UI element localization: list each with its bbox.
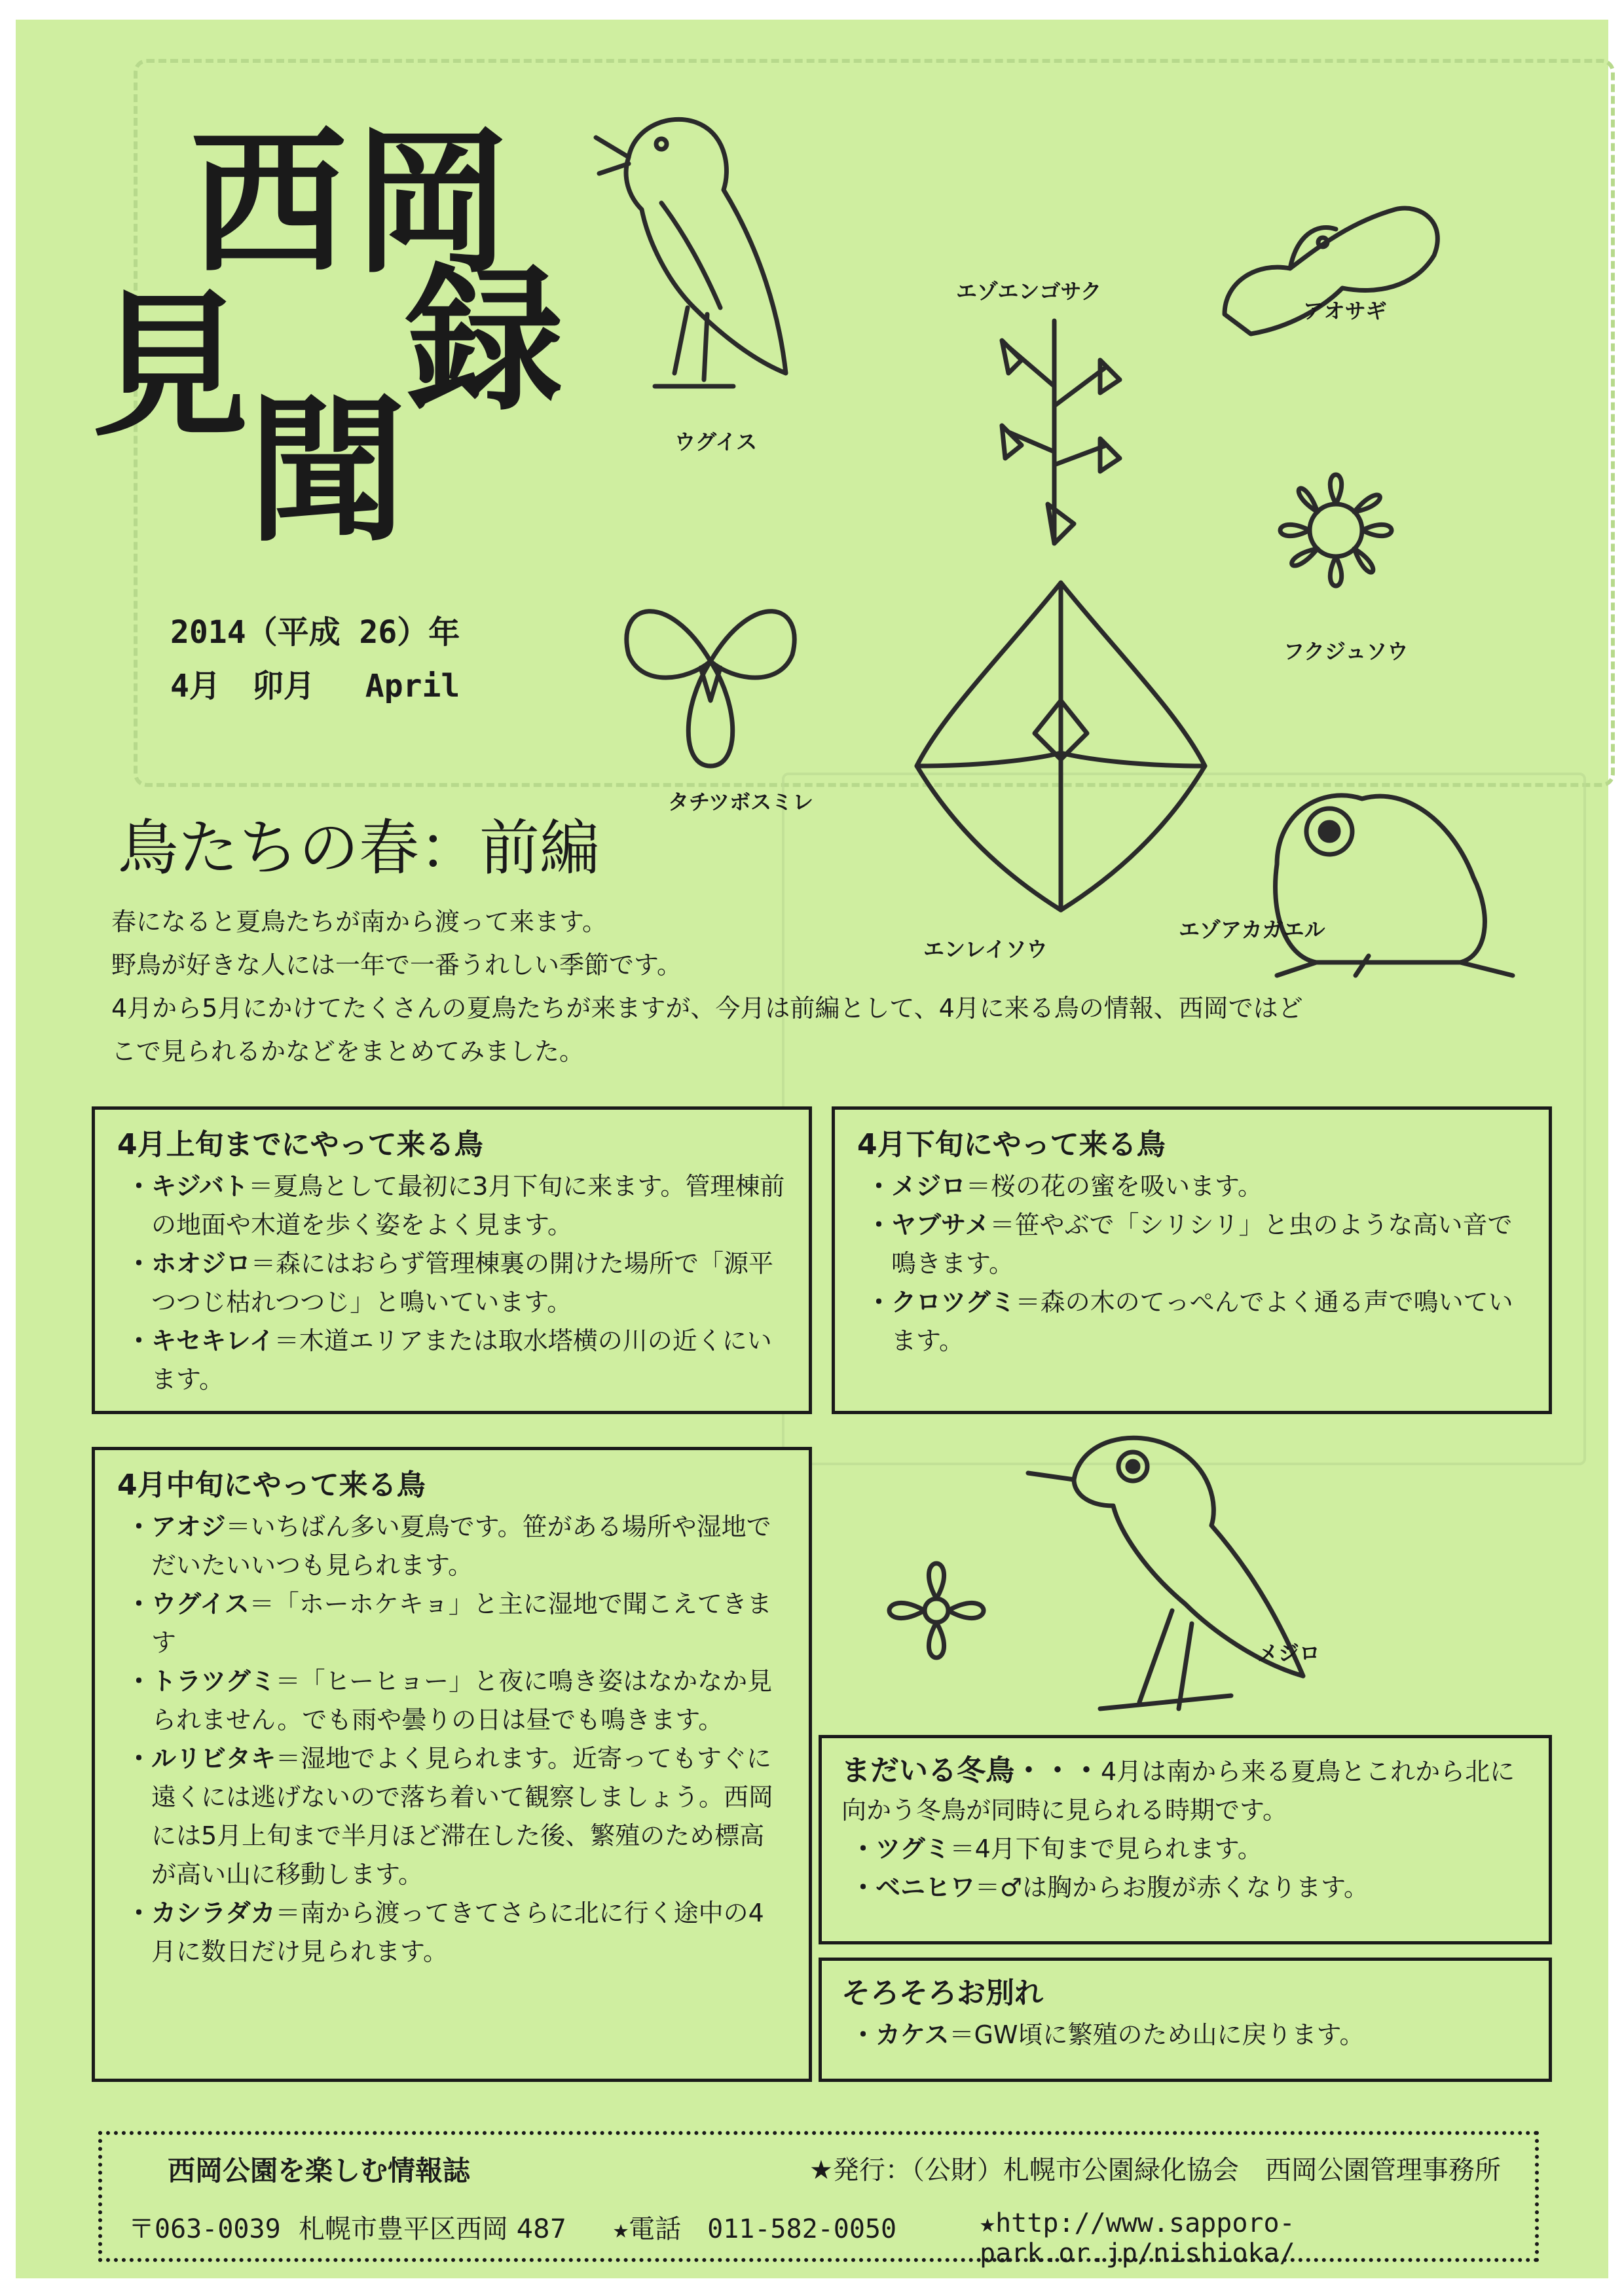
tachitsubosumire-drawing [602,563,819,779]
issue-month: 4月 卯月 April [170,668,460,704]
label-tachitsubosumire: タチツボスミレ [668,790,814,814]
uguisu-drawing [589,98,838,439]
list-item: ・ルリビタキ＝湿地でよく見られます。近寄ってもすぐに遠くには逃げないので落ち着いて観察しましょう。西岡には5月上旬まで半月ほど滞在した後、繁殖のため標高が高い山に移動します。 [126,1744,774,1889]
masthead-title-line2 [92,249,564,563]
footer [98,2131,1539,2269]
enreisou-drawing [904,570,1218,923]
list-item: ・キジバト＝夏鳥として最初に3月下旬に来ます。管理棟前の地面や木道を歩く姿をよく見ます。 [126,1172,785,1239]
box-early-title: 4月上旬までにやって来る鳥 [117,1128,483,1161]
list-item: ・トラツグミ＝「ヒーヒョー」と夜に鳴き姿はなかなか見られません。でも雨や曇りの日は昼でも鳴きます。 [126,1667,773,1734]
aosagi-drawing [1198,183,1486,354]
footer-postal-code: 〒063-0039 [128,2214,281,2244]
label-aosagi: アオサギ [1303,299,1387,323]
footer-url-link[interactable]: ★http://www.sapporo-park.or.jp/nishioka/ [980,2208,1295,2269]
box-late-april [832,1106,1552,1414]
list-item: ・メジロ＝桜の花の蜜を吸います。 [866,1172,1263,1201]
footer-publisher: ★発行：（公財）札幌市公園緑化協会 西岡公園管理事務所 [809,2155,1501,2185]
masthead-char-roku: 録 [406,249,564,432]
masthead-char-bun: 聞 [249,380,407,563]
article-heading: 鳥たちの春：前編 [118,813,600,883]
list-item: ・アオジ＝いちばん多い夏鳥です。笹がある場所や湿地でだいたいいつも見られます。 [126,1512,771,1580]
box-farewell [819,1958,1552,2082]
box-early-april [92,1106,812,1414]
list-item: ・クロツグミ＝森の木のてっぺんでよく通る声で鳴いています。 [866,1288,1513,1355]
intro-line: 野鳥が好きな人には一年で一番うれしい季節です。 [111,951,682,979]
box-mid-april [92,1447,812,2082]
box-winter-title: まだいる冬鳥・・・ [841,1754,1101,1787]
footer-tagline: 西岡公園を楽しむ情報誌 [168,2155,471,2187]
list-item: ・ツグミ＝4月下旬まで見られます。 [851,1834,1263,1863]
footer-address: 札幌市豊平区西岡 487 [299,2214,567,2244]
label-fukujusou: フクジュソウ [1283,639,1409,664]
masthead-title-line1: 西岡 [190,111,518,295]
sakura-drawing [851,1525,1022,1696]
footer-phone: ★電話 011-582-0050 [613,2214,897,2244]
box-winter-birds [819,1735,1552,1944]
list-item: ・ベニヒワ＝♂は胸からお腹が赤くなります。 [851,1873,1369,1902]
label-ezoengosaku: エゾエンゴサク [956,279,1102,304]
label-uguisu: ウグイス [674,429,758,454]
masthead-char-ken: 見 [92,275,249,458]
article-intro [111,900,1539,1073]
intro-line: 春になると夏鳥たちが南から渡って来ます。 [111,907,607,936]
fukujusou-drawing [1238,439,1434,622]
list-item: ・カケス＝GW頃に繁殖のため山に戻ります。 [851,2020,1365,2049]
list-item: ・ホオジロ＝森にはおらず管理棟裏の開けた場所で「源平つつじ枯れつつじ」と鳴いています。 [126,1249,774,1317]
box-mid-title: 4月中旬にやって来る鳥 [117,1468,426,1502]
box-late-title: 4月下旬にやって来る鳥 [857,1128,1166,1161]
ezoengosaku-drawing [969,308,1139,556]
mejiro-drawing [1022,1414,1375,1728]
list-item: ・カシラダカ＝南から渡ってきてさらに北に行く途中の4月に数日だけ見られます。 [126,1899,764,1966]
intro-line: 4月から5月にかけてたくさんの夏鳥たちが来ますが、今月は前編として、4月に来る鳥の情報、西岡ではど [111,994,1303,1023]
box-farewell-title: そろそろお別れ [841,1977,1043,2010]
list-item: ・ヤブサメ＝笹やぶで「シリシリ」と虫のような高い音で鳴きます。 [866,1211,1513,1278]
label-mejiro: メジロ [1257,1641,1321,1666]
intro-line: こで見られるかなどをまとめてみました。 [111,1037,585,1066]
issue-date [170,606,460,713]
list-item: ・キセキレイ＝木道エリアまたは取水塔横の川の近くにいます。 [126,1326,772,1394]
list-item: ・ウグイス＝「ホーホケキョ」と主に湿地で聞こえてきます [126,1590,772,1657]
box-winter-heading [841,1751,1529,1830]
box-winter-title-rest: 4月は南から来る夏鳥とこれから北に向かう冬鳥が同時に見られる時期です。 [841,1757,1515,1825]
label-ezoakagaeru: エゾアカガエル [1179,917,1325,942]
issue-year: 2014（平成 26）年 [170,614,460,651]
label-enreisou: エンレイソウ [923,937,1048,962]
